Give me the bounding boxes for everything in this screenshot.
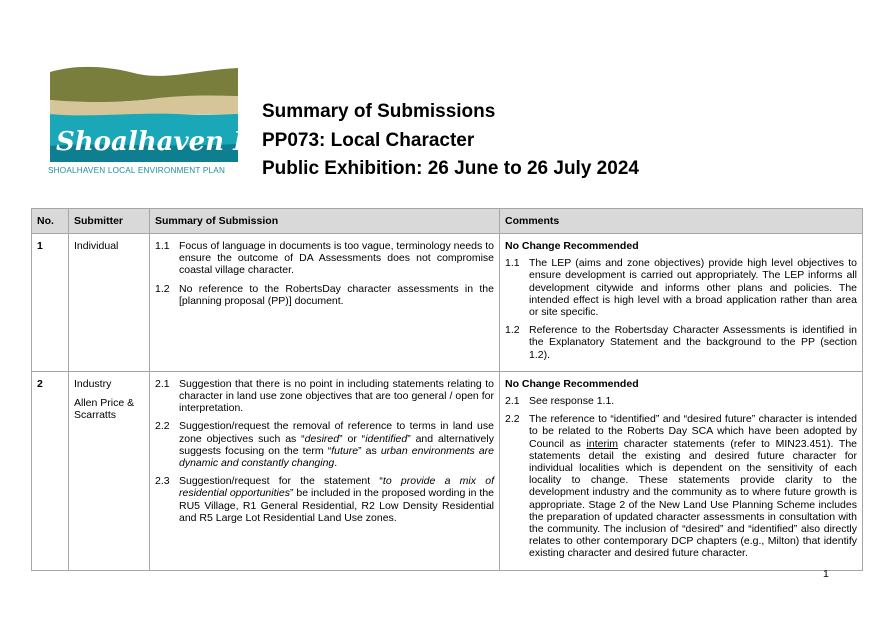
item-number: 2.3	[155, 475, 170, 488]
item-text: See response 1.1.	[529, 395, 615, 408]
summary-item	[155, 283, 494, 307]
item-number: 2.2	[505, 413, 520, 426]
document-subtitle: PP073: Local Character	[262, 129, 475, 151]
shoalhaven-lep-logo	[48, 62, 291, 180]
item-text: Suggestion that there is no point in including statements relating to character in land use zone objectives that are too general / open for interpretation.	[179, 377, 494, 415]
comments-cell	[500, 371, 863, 570]
item-text: Suggestion/request the removal of reference to terms in land use zone objectives such as “desired” or “identified” and alternatively suggests focusing on the term “future” as urban environments are dynamic and constantly changing.	[179, 420, 495, 470]
document-title: Summary of Submissions	[262, 101, 496, 122]
summary-item	[155, 420, 494, 469]
submissions-table	[31, 208, 863, 571]
page-number: 1	[823, 568, 829, 580]
comment-item	[505, 324, 857, 361]
comment-item	[505, 413, 857, 559]
item-text: Suggestion/request for the statement “to provide a mix of residential opportunities” be included in the proposed wording in the RU5 Village, R1 General Residential, R2 Low Density Residential and R5 Large Lot Residential Land Use zones.	[179, 475, 494, 524]
item-text: The LEP (aims and zone objectives) provide high level objectives to ensure development is carried out appropriately. The LEP informs all development citywide and informs other plans and policies. The intended effect is high level with a broad application rather than area or site specific.	[529, 257, 857, 319]
submitter-type: Individual	[74, 240, 119, 252]
comment-item	[505, 395, 857, 407]
table-header-row	[32, 209, 863, 234]
column-header-submitter: Submitter	[69, 209, 150, 234]
document-header	[262, 98, 639, 184]
exhibition-dates: Public Exhibition: 26 June to 26 July 2024	[262, 158, 639, 179]
table-row	[32, 234, 863, 372]
summary-item	[155, 475, 494, 524]
column-header-summary: Summary of Submission	[150, 209, 500, 234]
item-text: The reference to “identified” and “desired future” character is intended to be related to the Roberts Day SCA which have been adopted by Council as interim character statements (refer to MIN23.451). The statements detail the existing and desired future character for individual localities which is dependent on the sensitivity of each locality to change. These statements provide clarity to the development industry and the community as to where future growth is appropriate. Stage 2 of the New Land Use Planning Scheme includes the preparation of updated character assessments in consultation with the community. The inclusion of “desired” and “identified” also directly relates to other contemporary DCP chapters (e.g., Milton) that identify existing character and desired future character.	[529, 413, 857, 560]
item-text: Focus of language in documents is too vague, terminology needs to ensure the outcome of DA Assessments does not compromise coastal village character.	[179, 240, 494, 277]
item-number: 2.1	[505, 395, 520, 408]
recommendation-label: No Change Recommended	[505, 377, 639, 390]
column-header-no: No.	[32, 209, 69, 234]
item-number: 2.2	[155, 420, 170, 433]
item-number: 1.1	[505, 257, 520, 270]
submitter-cell	[69, 371, 150, 570]
summary-cell	[150, 371, 500, 570]
table-row	[32, 371, 863, 570]
logo-landscape-graphic	[48, 62, 291, 164]
recommendation-label: No Change Recommended	[505, 240, 639, 252]
item-number: 1.1	[155, 240, 170, 252]
item-text: No reference to the RobertsDay character assessments in the [planning proposal (PP)] document.	[179, 282, 494, 307]
item-text: Reference to the Robertsday Character Assessments is identified in the Explanatory Statement and the background to the PP (section 1.2).	[529, 324, 857, 361]
logo-subtitle: SHOALHAVEN LOCAL ENVIRONMENT PLAN	[48, 166, 226, 175]
comment-item	[505, 257, 857, 318]
submitter-cell	[69, 234, 150, 372]
column-header-comments: Comments	[500, 209, 863, 234]
comments-cell	[500, 234, 863, 372]
submitter-type: Industry	[74, 377, 112, 390]
item-number: 1.2	[505, 324, 520, 337]
summary-item	[155, 240, 494, 277]
item-number: 1.2	[155, 282, 170, 295]
logo-wordmark: Shoalhaven LEP	[56, 127, 291, 157]
summary-cell	[150, 234, 500, 372]
submission-number: 1	[32, 234, 69, 372]
submitter-name: Allen Price & Scarratts	[74, 397, 135, 422]
summary-item	[155, 378, 494, 415]
item-number: 2.1	[155, 377, 170, 390]
submission-number: 2	[32, 371, 69, 570]
